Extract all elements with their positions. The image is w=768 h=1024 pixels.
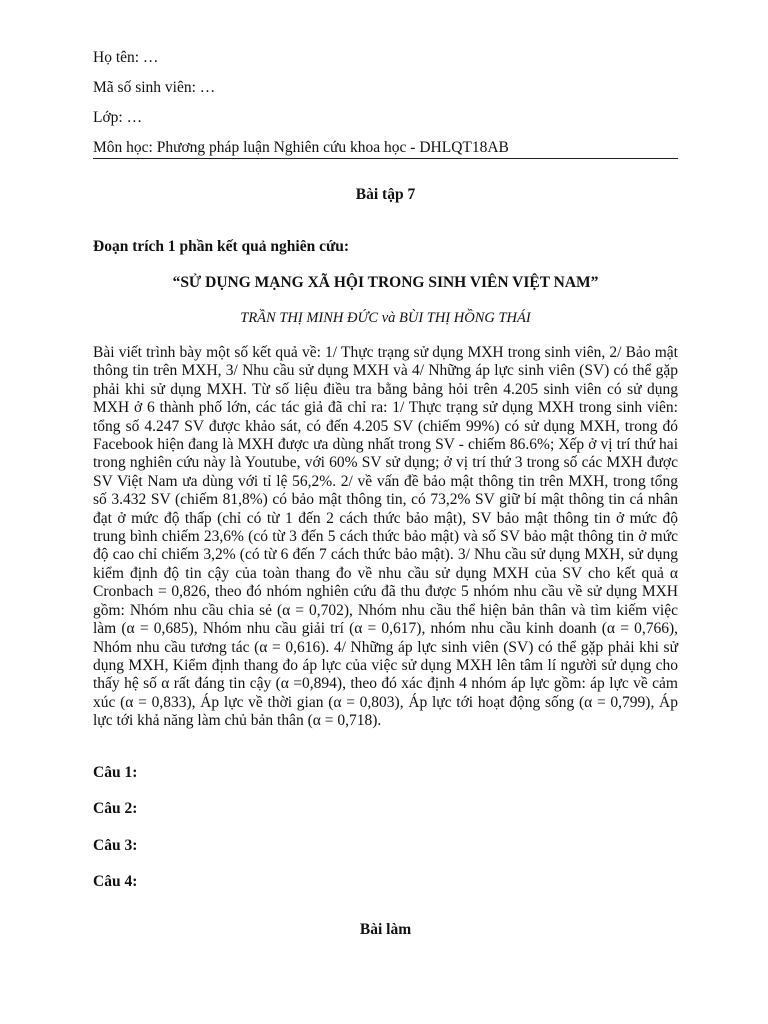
- article-title: “SỬ DỤNG MẠNG XÃ HỘI TRONG SINH VIÊN VIỆT NAM”: [172, 274, 599, 291]
- question-3-label: Câu 3:: [93, 837, 138, 854]
- student-name-line: Họ tên: …: [93, 49, 159, 66]
- exercise-title: Bài tập 7: [355, 186, 416, 203]
- course-line: Môn học: Phương pháp luận Nghiên cứu khoa học - DHLQT18AB: [93, 139, 509, 156]
- question-1-label: Câu 1:: [93, 764, 138, 781]
- excerpt-label: Đoạn trích 1 phần kết quả nghiên cứu:: [93, 238, 350, 255]
- student-id-line: Mã số sinh viên: …: [93, 79, 216, 96]
- header-divider: [93, 158, 678, 159]
- article-abstract: Bài viết trình bày một số kết quả về: 1/ Thực trạng sử dụng MXH trong sinh viên, 2/ Bảo mật thông tin trên MXH, 3/ Nhu cầu sử dụng MXH và 4/ Những áp lực sinh viên (SV) có thể gặp phải khi sử dụng MXH. Từ số liệu điều tra bằng bảng hỏi trên 4.205 sinh viên có sử dụng MXH ở 6 thành phố lớn, các tác giả đã chỉ ra: 1/ Thực trạng sử dụng MXH trong sinh viên: tổng số 4.247 SV được khảo sát, có đến 4.205 SV (chiếm 99%) có sử dụng MXH, trong đó Facebook hiện đang là MXH được ưa dùng nhất trong SV - chiếm 86.6%; Xếp ở vị trí thứ hai trong nghiên cứu này là Youtube, với 60% SV sử dụng; ở vị trí thứ 3 trong số các MXH được SV Việt Nam ưa dùng với tỉ lệ 56,2%. 2/ về vấn đề bảo mật thông tin trên MXH, trong tổng số 3.432 SV (chiếm 81,8%) có bảo mật thông tin, có 73,2% SV giữ bí mật thông tin cá nhân đạt ở mức độ thấp (chỉ có từ 1 đến 2 cách thức bảo mật), SV bảo mật thông tin ở mức độ trung bình chiếm 23,6% (có từ 3 đến 5 cách thức bảo mật) và số SV bảo mật thông tin ở mức độ cao chỉ chiếm 3,2% (có từ 6 đến 7 cách thức bảo mật). 3/ Nhu cầu sử dụng MXH, sử dụng kiểm định độ tin cậy của toàn thang đo về nhu cầu sử dụng MXH của SV cho kết quả α Cronbach = 0,826, theo đó nhóm nghiên cứu đã thu được 5 nhóm nhu cầu về sử dụng MXH gồm: Nhóm nhu cầu chia sẻ (α = 0,702), Nhóm nhu cầu thể hiện bản thân và tìm kiếm việc làm (α = 0,685), Nhóm nhu cầu giải trí (α = 0,617), nhóm nhu cầu kinh doanh (α = 0,766), Nhóm nhu cầu tương tác (α = 0,616). 4/ Những áp lực sinh viên (SV) có thể gặp phải khi sử dụng MXH, Kiểm định thang đo áp lực của việc sử dụng MXH lên tâm lí người sử dụng cho thấy hệ số α rất đáng tin cậy (α =0,894), theo đó xác định 4 nhóm áp lực gồm: áp lực về cảm xúc (α = 0,833), Áp lực về thời gian (α = 0,803), Áp lực tới hoạt động sống (α = 0,799), Áp lực tới khả năng làm chủ bản thân (α = 0,718).: [93, 344, 678, 730]
- article-authors: TRẦN THỊ MINH ĐỨC và BÙI THỊ HỒNG THÁI: [240, 310, 531, 326]
- class-line: Lớp: …: [93, 109, 143, 126]
- question-4-label: Câu 4:: [93, 873, 138, 890]
- question-2-label: Câu 2:: [93, 800, 138, 817]
- answer-section-title: Bài làm: [359, 921, 412, 938]
